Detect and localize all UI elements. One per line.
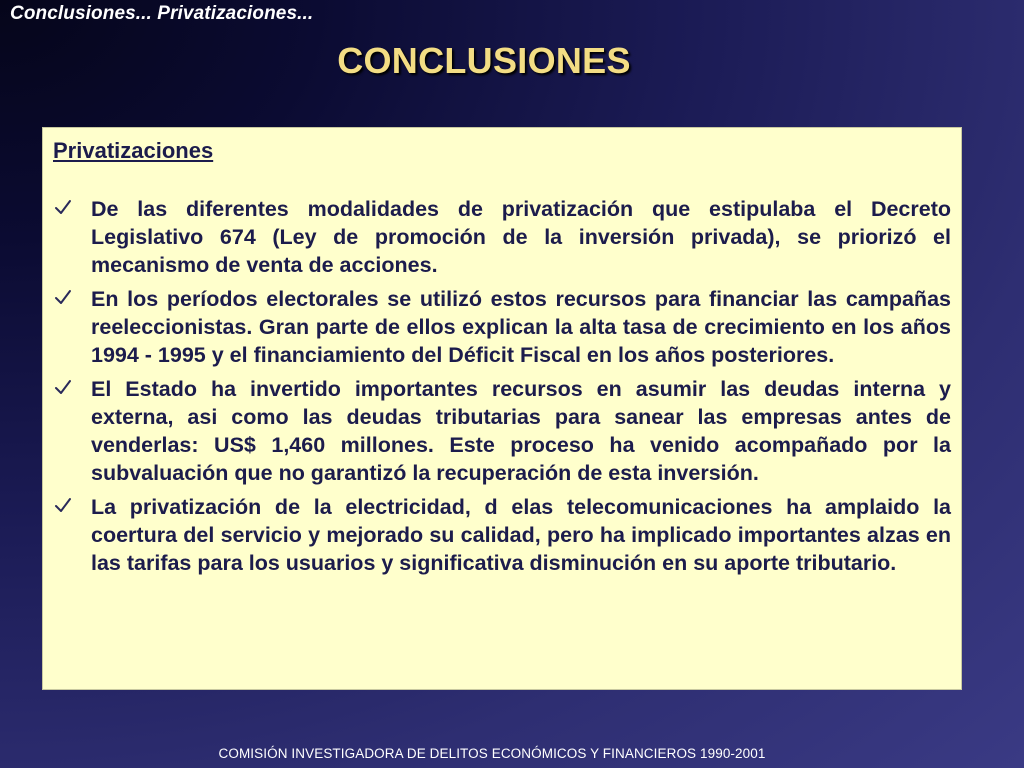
content-box	[42, 127, 962, 690]
section-heading: Privatizaciones	[53, 138, 214, 163]
breadcrumb: Conclusiones... Privatizaciones...	[10, 3, 314, 24]
slide-title: CONCLUSIONES	[337, 40, 631, 81]
bullet-text: El Estado ha invertido importantes recursos en asumir las deudas interna y externa, asi como las deudas tributarias para sanear las empresas antes de venderlas: US$ 1,460 millones. Este proceso ha venido acompañado por la subvaluación que no garantizó la recuperación de esta inversión.	[91, 377, 951, 485]
checkmark-icon	[53, 377, 73, 397]
bullet-list	[53, 195, 951, 577]
bullet-text: La privatización de la electricidad, d elas telecomunicaciones ha amplaido la coertura del servicio y mejorado su calidad, pero ha implicado importantes alzas en las tarifas para los usuarios y significativa disminución en su aporte tributario.	[91, 495, 951, 575]
footer-text: COMISIÓN INVESTIGADORA DE DELITOS ECONÓMICOS Y FINANCIEROS 1990-2001	[218, 746, 766, 761]
bullet-text: En los períodos electorales se utilizó estos recursos para financiar las campañas reeleccionistas. Gran parte de ellos explican la alta tasa de crecimiento en los años 1994 - 1995 y el financiamiento del Déficit Fiscal en los años posteriores.	[91, 287, 951, 367]
bullet-item	[53, 195, 951, 279]
bullet-item	[53, 375, 951, 487]
bullet-text: De las diferentes modalidades de privatización que estipulaba el Decreto Legislativo 674 (Ley de promoción de la inversión privada), se priorizó el mecanismo de venta de acciones.	[91, 197, 951, 277]
bullet-item	[53, 285, 951, 369]
checkmark-icon	[53, 197, 73, 217]
checkmark-icon	[53, 287, 73, 307]
bullet-item	[53, 493, 951, 577]
checkmark-icon	[53, 495, 73, 515]
